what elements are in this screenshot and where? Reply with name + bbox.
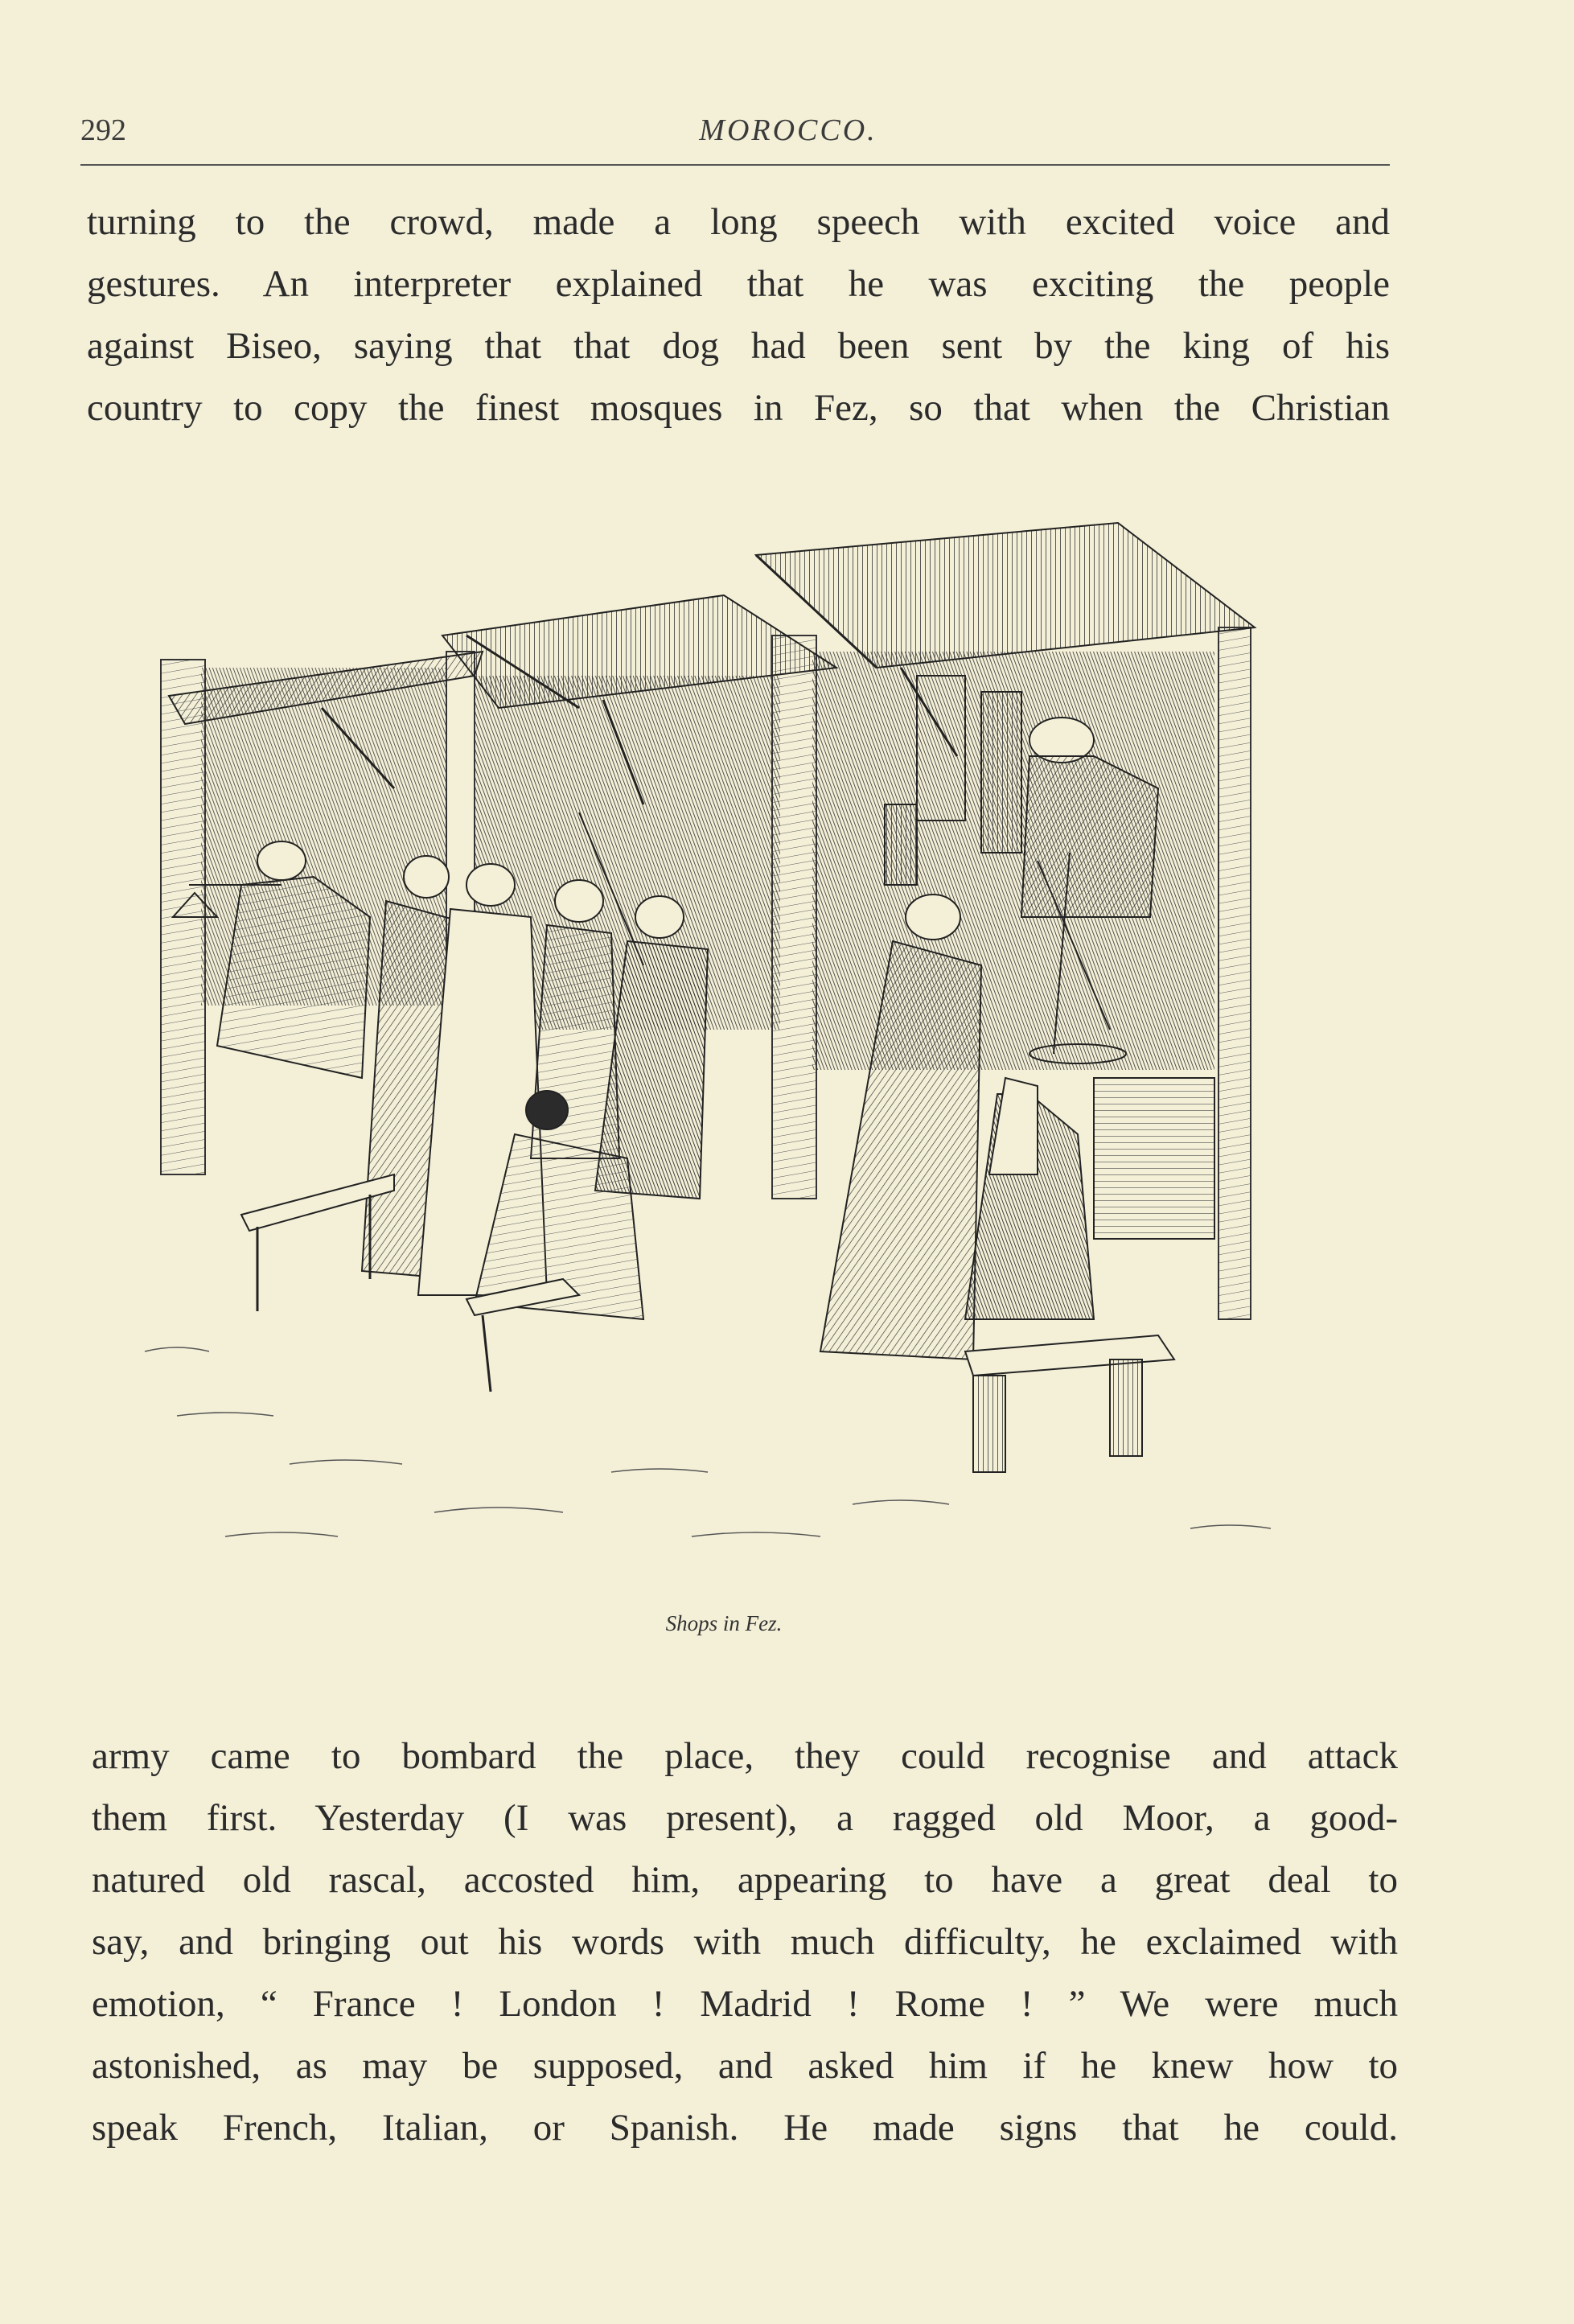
text-line: against Biseo, saying that that dog had been sent by the king of his (87, 325, 1390, 367)
page-number: 292 (80, 113, 126, 147)
engraving-illustration (129, 467, 1343, 1609)
paragraph-bottom (92, 1726, 1398, 2159)
text-line: emotion, “ France ! London ! Madrid ! Rome ! ” We were much (92, 1983, 1398, 2025)
text-line: gestures. An interpreter explained that he was exciting the people (87, 263, 1390, 305)
paragraph-top (87, 191, 1390, 439)
text-line: astonished, as may be supposed, and asked him if he knew how to (92, 2045, 1398, 2087)
text-line: say, and bringing out his words with much difficulty, he exclaimed with (92, 1921, 1398, 1963)
text-line: army came to bombard the place, they could recognise and attack (92, 1735, 1398, 1777)
text-line: them first. Yesterday (I was present), a ragged old Moor, a good- (92, 1797, 1398, 1839)
text-line: natured old rascal, accosted him, appearing to have a great deal to (92, 1859, 1398, 1901)
caption-text: Shops in Fez. (665, 1611, 783, 1635)
header-rule (80, 164, 1390, 166)
running-head: MOROCCO. (699, 113, 877, 147)
text-line: turning to the crowd, made a long speech with excited voice and (87, 201, 1390, 243)
figure-caption (563, 1611, 885, 1636)
text-line: country to copy the finest mosques in Fez, so that when the Christian (87, 387, 1390, 429)
text-line: speak French, Italian, or Spanish. He made signs that he could. (92, 2107, 1398, 2149)
shops-engraving (129, 467, 1343, 1609)
